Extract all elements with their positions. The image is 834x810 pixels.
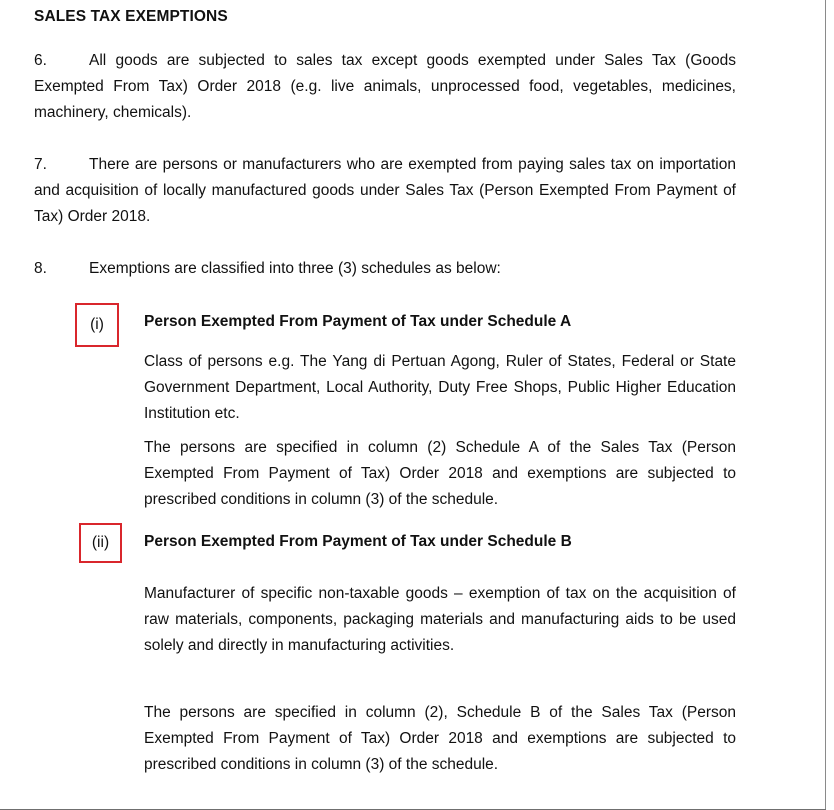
section-heading: SALES TAX EXEMPTIONS (34, 8, 228, 25)
item-i-paragraph-2: The persons are specified in column (2) Schedule A of the Sales Tax (Person Exempted From Payment of Tax) Order 2018 and exemptions are subjected to prescribed conditions in column (3) of the schedule. (144, 439, 736, 508)
item-label-i: (i) (75, 303, 119, 347)
item-ii-paragraph-1: Manufacturer of specific non-taxable goods – exemption of tax on the acquisition of raw materials, components, packaging materials and manufacturing aids to be used solely and directly in manufacturing activities. (144, 585, 736, 654)
paragraph-6 (34, 48, 736, 126)
item-label-ii: (ii) (79, 523, 122, 563)
paragraph-7 (34, 152, 736, 230)
item-title-schedule-a: Person Exempted From Payment of Tax under Schedule A (144, 313, 572, 330)
paragraph-text: There are persons or manufacturers who are exempted from paying sales tax on importation and acquisition of locally manufactured goods under Sales Tax (Person Exempted From Payment of Tax) Order 2018. (34, 156, 736, 225)
paragraph-number: 7. (34, 156, 47, 173)
item-ii-paragraph-2: The persons are specified in column (2), Schedule B of the Sales Tax (Person Exempted From Payment of Tax) Order 2018 and exemptions are subjected to prescribed conditions in column (3) of the schedule. (144, 704, 736, 773)
item-title-schedule-b: Person Exempted From Payment of Tax under Schedule B (144, 533, 572, 550)
paragraph-number: 8. (34, 260, 47, 277)
paragraph-text: Exemptions are classified into three (3) schedules as below: (89, 260, 501, 277)
paragraph-number: 6. (34, 52, 47, 69)
item-i-paragraph-1: Class of persons e.g. The Yang di Pertuan Agong, Ruler of States, Federal or State Government Department, Local Authority, Duty Free Shops, Public Higher Education Institution etc. (144, 353, 736, 422)
paragraph-8 (34, 256, 736, 282)
paragraph-text: All goods are subjected to sales tax except goods exempted under Sales Tax (Goods Exempted From Tax) Order 2018 (e.g. live animals, unprocessed food, vegetables, medicines, machinery, chemicals). (34, 52, 736, 121)
